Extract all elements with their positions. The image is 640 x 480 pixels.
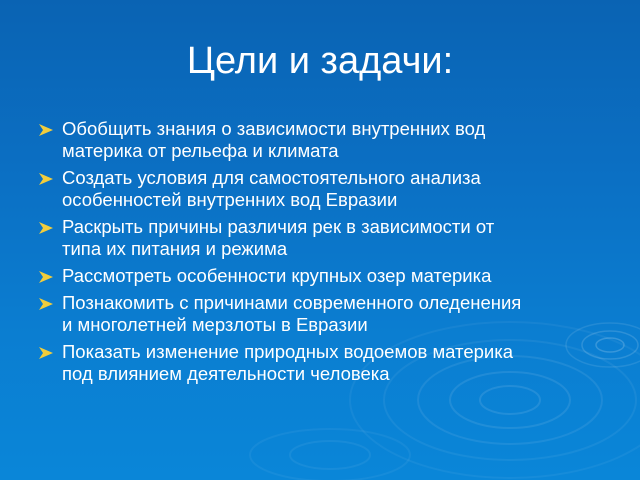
- list-item-text: материка от рельефа и климата: [62, 140, 339, 161]
- arrow-bullet-icon: [39, 173, 53, 185]
- list-item-text: Показать изменение природных водоемов материка: [62, 341, 514, 362]
- list-item: [36, 118, 596, 162]
- list-item-text: Обобщить знания о зависимости внутренних вод: [62, 118, 486, 139]
- list-item-text: и многолетней мерзлоты в Евразии: [62, 314, 368, 335]
- arrow-bullet-icon: [39, 124, 53, 136]
- arrow-bullet-icon: [39, 222, 53, 234]
- goals-list: [36, 118, 596, 390]
- arrow-bullet-icon: [39, 347, 53, 359]
- list-item: [36, 216, 596, 260]
- list-item-text: Познакомить с причинами современного оледенения: [62, 292, 522, 313]
- list-item-text: Раскрыть причины различия рек в зависимости от: [62, 216, 495, 237]
- arrow-bullet-icon: [39, 271, 53, 283]
- list-item: [36, 265, 596, 287]
- list-item: [36, 292, 596, 336]
- list-item-text: Создать условия для самостоятельного анализа: [62, 167, 481, 188]
- list-item-text: особенностей внутренних вод Евразии: [62, 189, 398, 210]
- list-item-text: типа их питания и режима: [62, 238, 288, 259]
- arrow-bullet-icon: [39, 298, 53, 310]
- slide-title: Цели и задачи:: [186, 40, 454, 82]
- list-item: [36, 341, 596, 385]
- list-item-text: Рассмотреть особенности крупных озер материка: [62, 265, 492, 286]
- list-item: [36, 167, 596, 211]
- list-item-text: под влиянием деятельности человека: [62, 363, 390, 384]
